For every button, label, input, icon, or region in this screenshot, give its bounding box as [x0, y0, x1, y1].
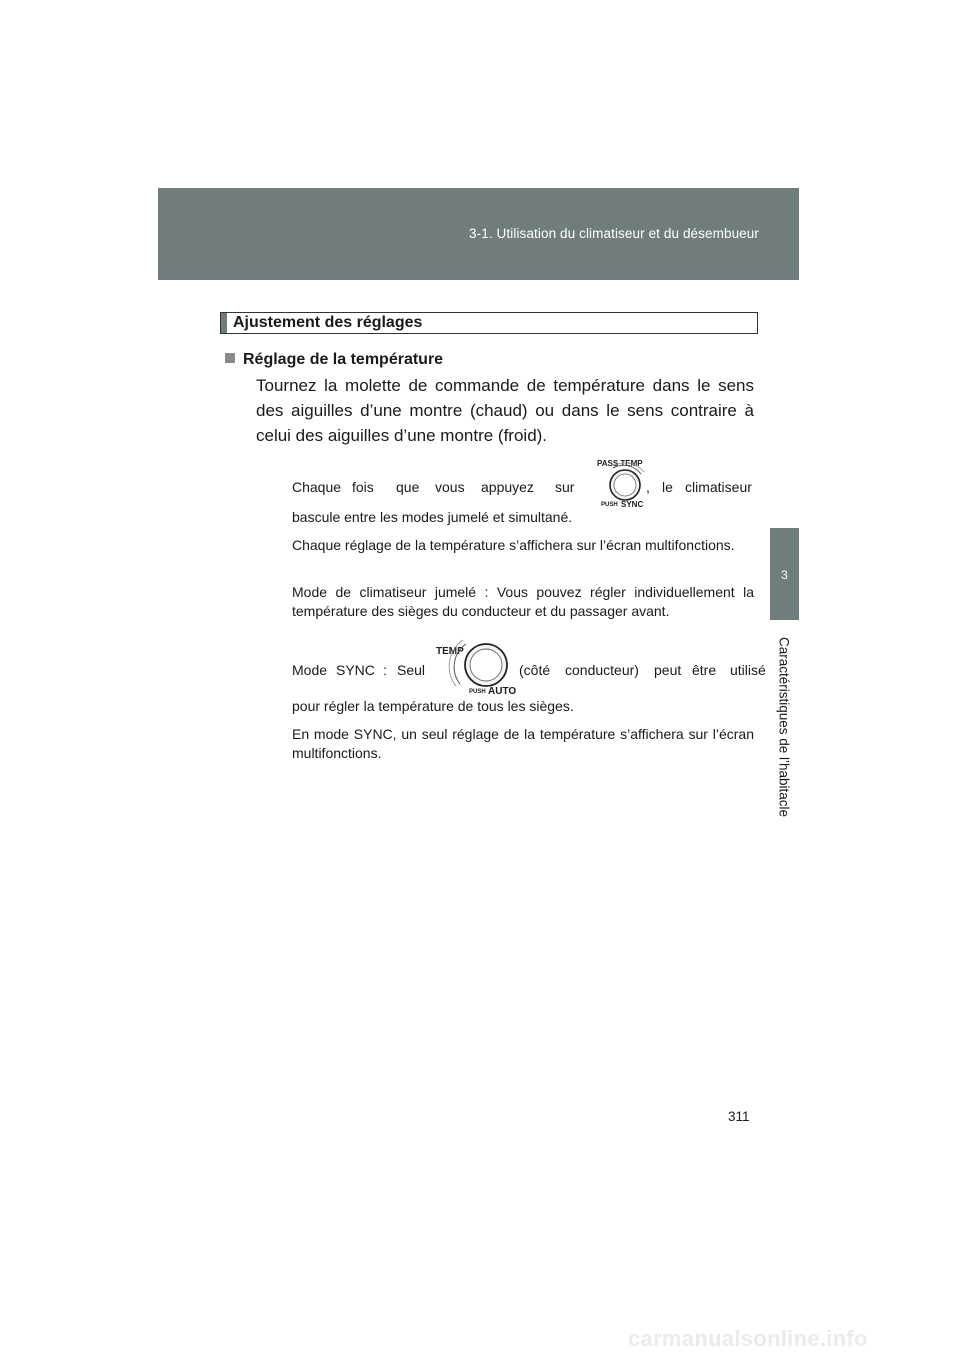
chapter-side-label: Caractéristiques de l’habitacle	[776, 636, 792, 818]
knob-top-label: PASS TEMP	[597, 459, 643, 468]
chapter-title: 3-1. Utilisation du climatiseur et du désembueur	[469, 226, 759, 241]
chapter-number: 3	[781, 568, 788, 582]
word: être	[692, 662, 717, 678]
knob-action-label: AUTO	[488, 686, 517, 697]
word: conducteur)	[565, 662, 639, 678]
word: appuyez	[481, 479, 534, 495]
word: utilisé	[730, 662, 766, 678]
section-header	[220, 312, 758, 334]
page-number: 311	[728, 1109, 750, 1124]
subsection-body: Tournez la molette de commande de température dans le sens des aiguilles d’une montre (chaud) ou dans le sens contraire à celui des aiguilles d’une montre (froid).	[256, 376, 754, 445]
knob-push-label: PUSH	[601, 502, 618, 508]
word: sur	[555, 479, 575, 495]
word: Seul	[397, 662, 426, 678]
word: que	[396, 479, 420, 495]
word: vous	[435, 479, 465, 495]
word: peut	[654, 662, 682, 678]
pass-temp-knob-icon	[597, 458, 649, 510]
note-paragraph-2: Chaque réglage de la température s’affichera sur l’écran multifonctions.	[292, 537, 735, 553]
section-header-accent	[221, 313, 227, 333]
chapter-tab	[770, 528, 799, 620]
chapter-header-band	[158, 188, 799, 280]
word: fois	[352, 479, 374, 495]
section-title: Ajustement des réglages	[233, 314, 423, 331]
word: :	[383, 662, 387, 678]
note-line-4	[292, 661, 766, 680]
note-paragraph-5: En mode SYNC, un seul réglage de la température s’affichera sur l’écran multifonctions.	[292, 726, 754, 761]
square-bullet-icon	[225, 353, 235, 363]
word: ,	[646, 479, 650, 495]
driver-temp-knob-icon	[436, 634, 517, 698]
note-line-1	[292, 478, 754, 497]
watermark: carmanualsonline.info	[628, 1326, 868, 1351]
word: SYNC	[336, 662, 375, 678]
word: Mode	[292, 662, 328, 678]
knob-action-label: SYNC	[621, 500, 644, 509]
word: Chaque	[292, 479, 342, 495]
word: (côté	[519, 662, 551, 678]
knob-top-label: TEMP	[436, 646, 464, 657]
knob-push-label: PUSH	[469, 689, 486, 695]
note-line-1-continued: bascule entre les modes jumelé et simultané.	[292, 509, 573, 525]
subsection-heading	[225, 351, 443, 369]
subsection-title: Réglage de la température	[243, 351, 444, 368]
word: le	[662, 479, 673, 495]
note-paragraph-3: Mode de climatiseur jumelé : Vous pouvez régler individuellement la température des sièges du conducteur et du passager avant.	[292, 584, 754, 619]
note-line-4-continued: pour régler la température de tous les sièges.	[292, 698, 574, 714]
word: climatiseur	[685, 479, 752, 495]
